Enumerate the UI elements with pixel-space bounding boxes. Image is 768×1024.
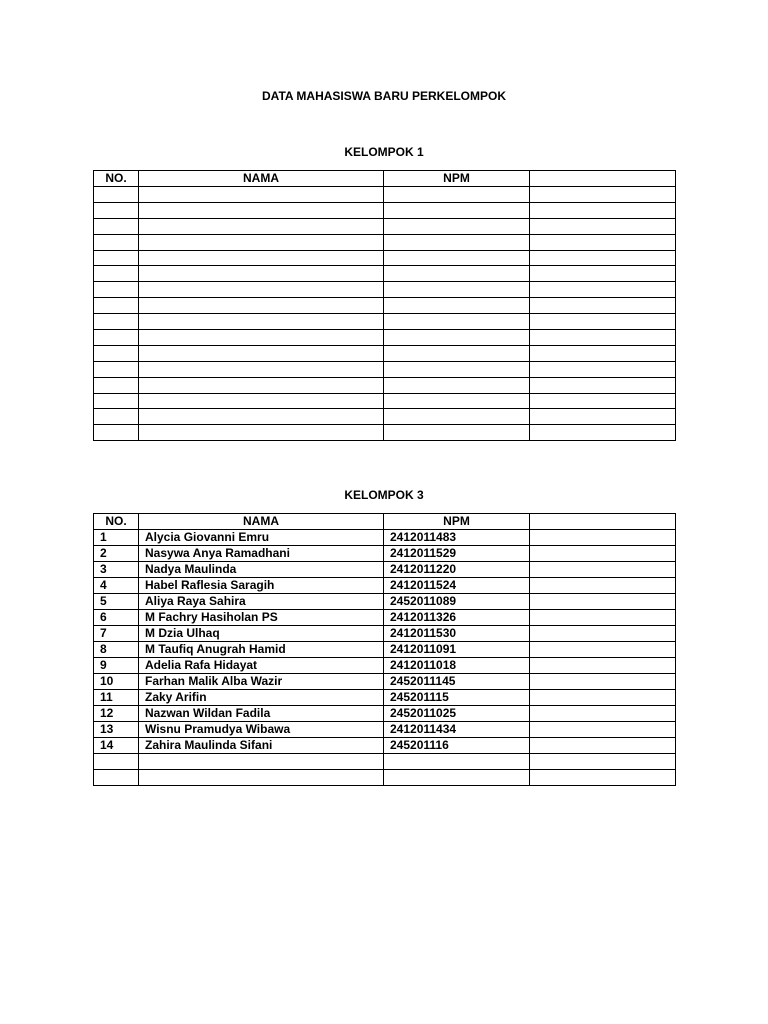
cell-extra xyxy=(530,610,676,626)
cell-nama xyxy=(139,266,384,282)
table-row xyxy=(94,706,676,722)
cell-npm xyxy=(384,218,530,234)
document-title: DATA MAHASISWA BARU PERKELOMPOK xyxy=(262,89,506,103)
cell-extra xyxy=(530,690,676,706)
cell-no xyxy=(94,202,139,218)
cell-no xyxy=(94,409,139,425)
header-extra xyxy=(530,171,676,187)
cell-nama xyxy=(139,345,384,361)
cell-extra xyxy=(530,769,676,785)
cell-nama: Nazwan Wildan Fadila xyxy=(139,706,384,722)
cell-nama xyxy=(139,282,384,298)
cell-npm xyxy=(384,393,530,409)
cell-nama xyxy=(139,769,384,785)
cell-extra xyxy=(530,754,676,770)
cell-nama: Adelia Rafa Hidayat xyxy=(139,658,384,674)
cell-extra xyxy=(530,314,676,330)
table-row xyxy=(94,393,676,409)
cell-npm xyxy=(384,282,530,298)
cell-extra xyxy=(530,706,676,722)
cell-no xyxy=(94,234,139,250)
cell-no xyxy=(94,345,139,361)
cell-no xyxy=(94,425,139,441)
cell-extra xyxy=(530,642,676,658)
cell-extra xyxy=(530,218,676,234)
table-row xyxy=(94,345,676,361)
cell-extra xyxy=(530,187,676,203)
table-row xyxy=(94,754,676,770)
cell-nama: M Dzia Ulhaq xyxy=(139,626,384,642)
cell-nama xyxy=(139,393,384,409)
cell-nama xyxy=(139,409,384,425)
header-nama: NAMA xyxy=(139,514,384,530)
cell-no xyxy=(94,769,139,785)
cell-no xyxy=(94,377,139,393)
cell-extra xyxy=(530,409,676,425)
cell-npm xyxy=(384,361,530,377)
cell-npm: 2452011025 xyxy=(384,706,530,722)
header-extra xyxy=(530,514,676,530)
table-row xyxy=(94,642,676,658)
cell-no: 8 xyxy=(94,642,139,658)
cell-npm: 2412011220 xyxy=(384,562,530,578)
cell-no xyxy=(94,393,139,409)
cell-no xyxy=(94,298,139,314)
cell-npm: 2412011326 xyxy=(384,610,530,626)
cell-nama: Alycia Giovanni Emru xyxy=(139,530,384,546)
cell-nama: Aliya Raya Sahira xyxy=(139,594,384,610)
cell-no xyxy=(94,361,139,377)
cell-nama xyxy=(139,250,384,266)
table-row xyxy=(94,562,676,578)
cell-no: 4 xyxy=(94,578,139,594)
cell-nama xyxy=(139,234,384,250)
table-row xyxy=(94,314,676,330)
cell-extra xyxy=(530,658,676,674)
cell-npm xyxy=(384,425,530,441)
cell-nama: Zaky Arifin xyxy=(139,690,384,706)
table-row xyxy=(94,298,676,314)
group3-title: KELOMPOK 3 xyxy=(344,488,424,502)
table-row xyxy=(94,769,676,785)
cell-no xyxy=(94,282,139,298)
table-row xyxy=(94,377,676,393)
table-row xyxy=(94,722,676,738)
table-row xyxy=(94,266,676,282)
table-row xyxy=(94,578,676,594)
cell-no xyxy=(94,754,139,770)
cell-no xyxy=(94,330,139,346)
cell-nama: M Fachry Hasiholan PS xyxy=(139,610,384,626)
header-no: NO. xyxy=(94,171,139,187)
cell-npm xyxy=(384,377,530,393)
cell-npm: 2452011145 xyxy=(384,674,530,690)
cell-no: 7 xyxy=(94,626,139,642)
cell-extra xyxy=(530,562,676,578)
cell-npm: 2412011524 xyxy=(384,578,530,594)
table-header-row xyxy=(94,514,676,530)
cell-no: 2 xyxy=(94,546,139,562)
cell-extra xyxy=(530,546,676,562)
table-row xyxy=(94,250,676,266)
cell-nama xyxy=(139,218,384,234)
cell-npm: 2412011018 xyxy=(384,658,530,674)
cell-extra xyxy=(530,345,676,361)
table-row xyxy=(94,202,676,218)
cell-npm xyxy=(384,314,530,330)
cell-npm: 2452011089 xyxy=(384,594,530,610)
table-row xyxy=(94,674,676,690)
cell-extra xyxy=(530,626,676,642)
cell-extra xyxy=(530,250,676,266)
group1-table xyxy=(93,170,676,441)
cell-no: 5 xyxy=(94,594,139,610)
cell-no xyxy=(94,314,139,330)
group3-table xyxy=(93,513,676,786)
cell-no: 1 xyxy=(94,530,139,546)
table-row xyxy=(94,690,676,706)
cell-nama xyxy=(139,361,384,377)
cell-npm: 2412011530 xyxy=(384,626,530,642)
cell-npm: 245201115 xyxy=(384,690,530,706)
cell-npm xyxy=(384,187,530,203)
table-row xyxy=(94,409,676,425)
table-row xyxy=(94,187,676,203)
cell-no xyxy=(94,218,139,234)
cell-extra xyxy=(530,361,676,377)
cell-no: 14 xyxy=(94,738,139,754)
cell-extra xyxy=(530,578,676,594)
table-row xyxy=(94,546,676,562)
cell-nama: Zahira Maulinda Sifani xyxy=(139,738,384,754)
group1-title: KELOMPOK 1 xyxy=(344,145,424,159)
cell-nama: Wisnu Pramudya Wibawa xyxy=(139,722,384,738)
cell-npm xyxy=(384,345,530,361)
cell-nama xyxy=(139,314,384,330)
header-npm: NPM xyxy=(384,171,530,187)
table-row xyxy=(94,594,676,610)
cell-nama: Nadya Maulinda xyxy=(139,562,384,578)
cell-npm: 2412011483 xyxy=(384,530,530,546)
header-npm: NPM xyxy=(384,514,530,530)
cell-extra xyxy=(530,202,676,218)
cell-npm xyxy=(384,769,530,785)
table-header-row xyxy=(94,171,676,187)
table-row xyxy=(94,738,676,754)
cell-no xyxy=(94,250,139,266)
cell-extra xyxy=(530,282,676,298)
cell-npm: 2412011091 xyxy=(384,642,530,658)
cell-no: 12 xyxy=(94,706,139,722)
table-row xyxy=(94,658,676,674)
cell-npm: 245201116 xyxy=(384,738,530,754)
table-row xyxy=(94,610,676,626)
table-row xyxy=(94,425,676,441)
cell-extra xyxy=(530,738,676,754)
cell-extra xyxy=(530,393,676,409)
cell-no: 9 xyxy=(94,658,139,674)
cell-no: 3 xyxy=(94,562,139,578)
cell-nama: Nasywa Anya Ramadhani xyxy=(139,546,384,562)
cell-extra xyxy=(530,234,676,250)
cell-no xyxy=(94,187,139,203)
cell-extra xyxy=(530,298,676,314)
cell-no: 13 xyxy=(94,722,139,738)
cell-no xyxy=(94,266,139,282)
table-row xyxy=(94,530,676,546)
cell-nama xyxy=(139,425,384,441)
cell-npm xyxy=(384,202,530,218)
cell-npm xyxy=(384,409,530,425)
cell-npm xyxy=(384,250,530,266)
cell-nama xyxy=(139,330,384,346)
cell-nama: M Taufiq Anugrah Hamid xyxy=(139,642,384,658)
header-no: NO. xyxy=(94,514,139,530)
group1-rows xyxy=(94,187,676,441)
cell-nama: Habel Raflesia Saragih xyxy=(139,578,384,594)
cell-nama: Farhan Malik Alba Wazir xyxy=(139,674,384,690)
cell-nama xyxy=(139,298,384,314)
cell-nama xyxy=(139,377,384,393)
cell-extra xyxy=(530,722,676,738)
cell-no: 6 xyxy=(94,610,139,626)
cell-npm xyxy=(384,298,530,314)
header-nama: NAMA xyxy=(139,171,384,187)
cell-extra xyxy=(530,674,676,690)
table-row xyxy=(94,234,676,250)
table-row xyxy=(94,361,676,377)
table-row xyxy=(94,330,676,346)
cell-extra xyxy=(530,266,676,282)
cell-npm: 2412011434 xyxy=(384,722,530,738)
group3-rows xyxy=(94,530,676,786)
cell-no: 11 xyxy=(94,690,139,706)
cell-npm xyxy=(384,234,530,250)
cell-extra xyxy=(530,594,676,610)
cell-extra xyxy=(530,425,676,441)
cell-extra xyxy=(530,530,676,546)
table-row xyxy=(94,218,676,234)
cell-npm xyxy=(384,266,530,282)
cell-npm: 2412011529 xyxy=(384,546,530,562)
cell-extra xyxy=(530,377,676,393)
table-row xyxy=(94,282,676,298)
cell-nama xyxy=(139,754,384,770)
cell-npm xyxy=(384,754,530,770)
cell-extra xyxy=(530,330,676,346)
cell-nama xyxy=(139,202,384,218)
cell-nama xyxy=(139,187,384,203)
cell-npm xyxy=(384,330,530,346)
table-row xyxy=(94,626,676,642)
cell-no: 10 xyxy=(94,674,139,690)
